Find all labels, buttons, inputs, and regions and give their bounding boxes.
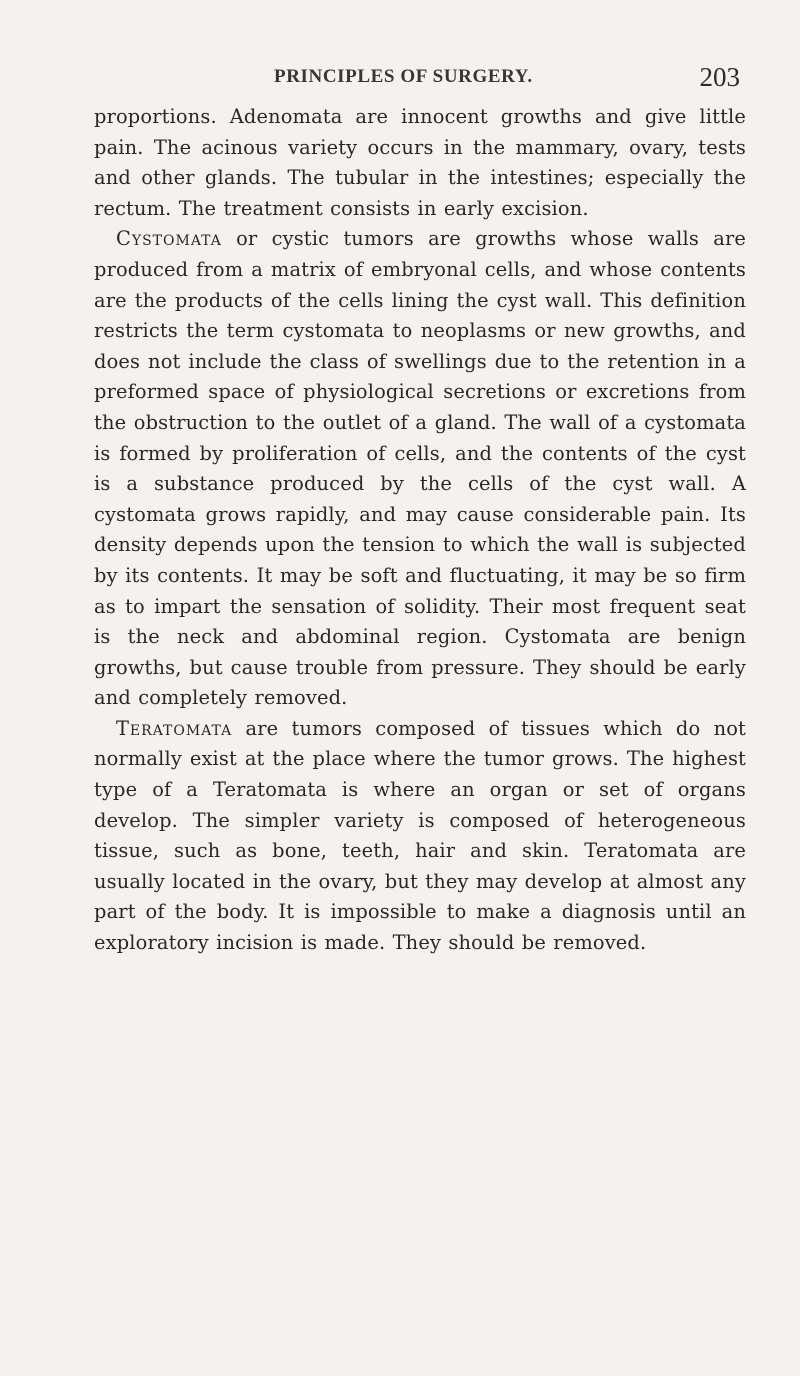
paragraph-adenomata (94, 102, 746, 224)
term-cystomata: Cystomata (116, 227, 222, 251)
page-number: 203 (699, 62, 740, 92)
paragraph-text: are tumors composed of tissues which do not normally exist at the place where the tumor grows. The highest type of a Teratomata is where an organ or set of organs develop. The simpler variety is composed of heterogeneous tissue, such as bone, teeth, hair and skin. Teratomata are usually located in the ovary, but they may develop at almost any part of the body. It is impossible to make a diagnosis until an exploratory incision is made. They should be removed. (94, 716, 746, 955)
paragraph-text: or cystic tumors are growths whose walls are produced from a matrix of embryonal cells, and whose contents are the products of the cells lining the cyst wall. This definition restricts the term cystomata to neoplasms or new growths, and does not include the class of swellings due to the retention in a preformed space of physiological secretions or excretions from the obstruction to the outlet of a gland. The wall of a cystomata is formed by proliferation of cells, and the contents of the cyst is a substance produced by the cells of the cyst wall. A cystomata grows rapidly, and may cause considerable pain. Its density depends upon the tension to which the wall is subjected by its contents. It may be soft and fluctuating, it may be so firm as to impart the sensation of solidity. Their most frequent seat is the neck and abdominal region. Cystomata are benign growths, but cause trouble from pressure. They should be early and completely removed. (94, 227, 746, 710)
paragraph-cystomata (94, 224, 746, 714)
running-title: PRINCIPLES OF SURGERY. (274, 66, 533, 87)
body-text (94, 102, 746, 959)
paragraph-teratomata (94, 714, 746, 959)
running-head (94, 62, 740, 92)
paragraph-text: proportions. Adenomata are innocent growths and give little pain. The acinous variety occurs in the mammary, ovary, tests and other glands. The tubular in the intestines; especially the rectum. The treatment consists in early excision. (94, 105, 746, 220)
term-teratomata: Teratomata (116, 716, 233, 740)
